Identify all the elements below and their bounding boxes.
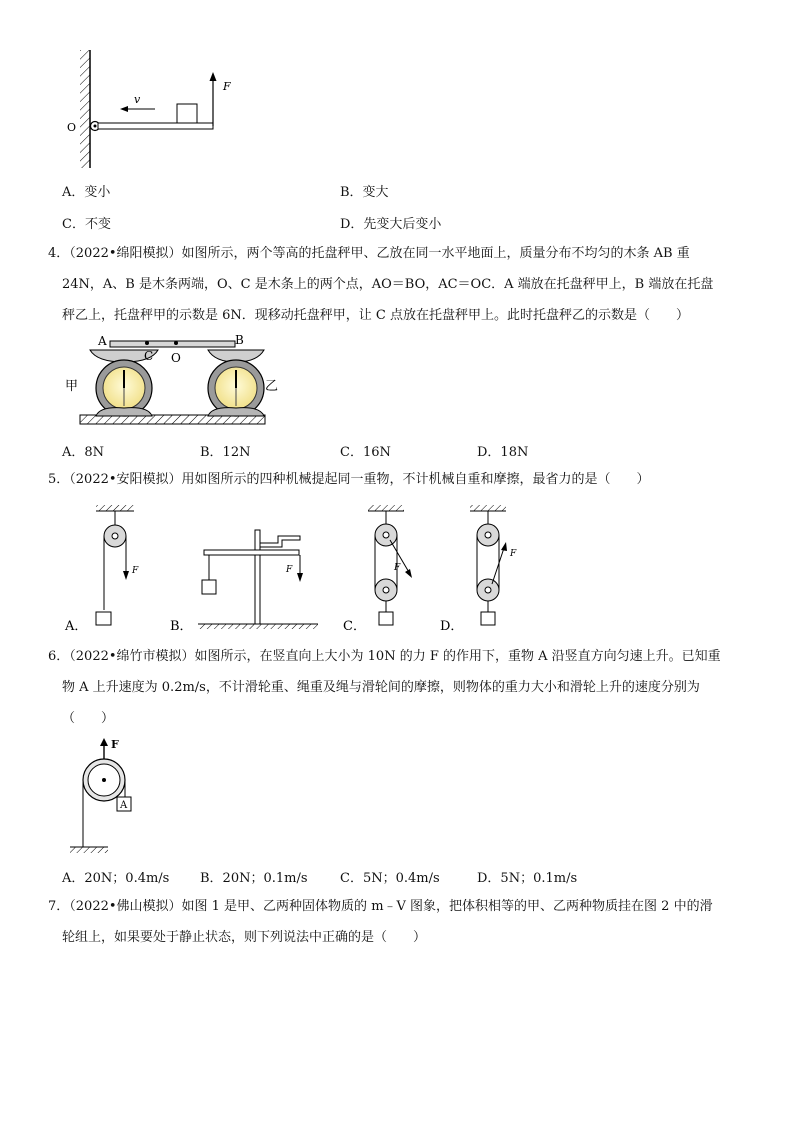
q5-stem-line-1: 5．（2022•安阳模拟）用如图所示的四种机械提起同一重物，不计机械自重和摩擦，最省力的是（ ） xyxy=(48,472,650,487)
q4-label-a: A xyxy=(98,334,107,348)
q3-f-label: F xyxy=(223,80,231,93)
q5-option-c[interactable]: C． xyxy=(343,619,366,634)
q6-f-label: F xyxy=(111,738,119,751)
q4-label-c: C xyxy=(144,349,154,363)
q6-stem-line-3: （ ） xyxy=(62,711,115,726)
q5-a-f-label: F xyxy=(132,566,139,576)
q4-option-b[interactable]: B．12N xyxy=(200,445,251,460)
q3-option-c[interactable]: C．不变 xyxy=(62,217,111,232)
q5-option-a[interactable]: A． xyxy=(65,619,88,634)
q4-stem-line-1: 4．（2022•绵阳模拟）如图所示，两个等高的托盘秤甲、乙放在同一水平地面上，质量分布不均匀的木条 AB 重 xyxy=(48,246,690,261)
q4-stem-line-3: 秤乙上，托盘秤甲的示数是 6N．现移动托盘秤甲，让 C 点放在托盘秤甲上。此时托盘秤乙的示数是（ ） xyxy=(62,308,689,323)
q5-c-f-label: F xyxy=(394,563,401,573)
q5-option-d[interactable]: D． xyxy=(440,619,464,634)
q6-option-b[interactable]: B．20N；0.1m/s xyxy=(200,871,308,886)
q3-lever-figure xyxy=(60,45,250,170)
q5-d-f-label: F xyxy=(510,549,517,559)
q3-option-a[interactable]: A．变小 xyxy=(62,185,111,200)
q6-a-label: A xyxy=(120,800,128,811)
q3-v-label: v xyxy=(134,93,141,106)
q4-stem-line-2: 24N，A、B 是木条两端，O、C 是木条上的两个点，AO＝BO，AC＝OC．A 端放在托盘秤甲上，B 端放在托盘 xyxy=(62,277,714,292)
q4-scales-figure xyxy=(60,332,279,428)
q3-option-d[interactable]: D．先变大后变小 xyxy=(340,217,442,232)
q6-stem-line-2: 物 A 上升速度为 0.2m/s，不计滑轮重、绳重及绳与滑轮间的摩擦，则物体的重力大小和滑轮上升的速度分别为 xyxy=(62,680,700,695)
q4-label-o: O xyxy=(171,351,181,365)
q4-option-a[interactable]: A．8N xyxy=(62,445,105,460)
q6-option-a[interactable]: A．20N；0.4m/s xyxy=(62,871,170,886)
q4-label-yi: 乙 xyxy=(265,379,279,394)
q6-option-c[interactable]: C．5N；0.4m/s xyxy=(340,871,440,886)
q4-stem xyxy=(48,238,748,331)
q5-b-f-label: F xyxy=(286,565,293,575)
q6-option-d[interactable]: D．5N；0.1m/s xyxy=(477,871,578,886)
q6-stem-line-1: 6．（2022•绵竹市模拟）如图所示，在竖直向上大小为 10N 的力 F 的作用下，重物 A 沿竖直方向匀速上升。已知重 xyxy=(48,649,721,664)
q7-stem-line-2: 轮组上，如果要处于静止状态，则下列说法中正确的是（ ） xyxy=(62,930,427,945)
q7-stem xyxy=(48,891,748,953)
q4-label-b: B xyxy=(235,333,244,347)
q7-stem-line-1: 7．（2022•佛山模拟）如图 1 是甲、乙两种固体物质的 m﹣V 图象，把体积相等的甲、乙两种物质挂在图 2 中的滑 xyxy=(48,899,713,914)
q5-stem xyxy=(48,464,748,495)
q5-option-b[interactable]: B． xyxy=(170,619,193,634)
q5-machines-figure xyxy=(60,500,540,635)
q6-pulley-figure xyxy=(60,735,150,860)
q4-option-c[interactable]: C．16N xyxy=(340,445,391,460)
q3-option-b[interactable]: B．变大 xyxy=(340,185,389,200)
q4-option-d[interactable]: D．18N xyxy=(477,445,529,460)
q4-label-jia: 甲 xyxy=(65,379,79,394)
q3-o-label: O xyxy=(67,121,77,134)
q6-stem xyxy=(48,641,748,734)
